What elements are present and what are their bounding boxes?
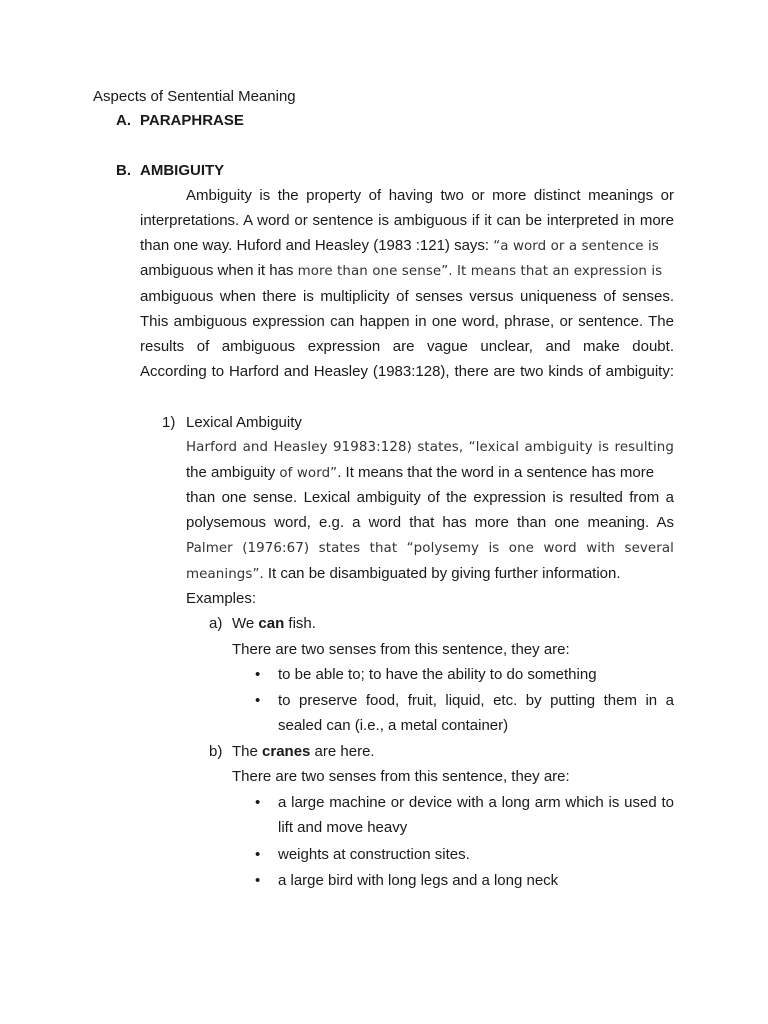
example-text: The [232,743,263,760]
example-text: fish. [284,615,316,632]
sense-item: to be able to; to have the ability to do something [278,666,597,683]
example-keyword: can [258,615,285,632]
example-keyword: cranes [262,743,311,760]
example-letter: a) [209,615,223,632]
example-sentence [232,743,375,761]
paragraph-line: This ambiguous expression can happen in one word, phrase, or sentence. The [140,313,674,330]
sense-item: weights at construction sites. [278,846,470,863]
paragraph-line [186,565,621,584]
paragraph-line [140,262,662,281]
quoted-citation: “a word or a sentence is [493,239,659,254]
example-text: are here. [310,743,375,760]
paragraph-line [186,464,654,483]
paragraph-line: According to Harford and Heasley (1983:128), there are two kinds of ambiguity: [140,363,674,380]
list-number: 1) [162,414,176,431]
paragraph-line: interpretations. A word or sentence is ambiguous if it can be interpreted in more [140,212,674,229]
paragraph-text: . It means that the word in a sentence has more [337,464,655,481]
sense-item: a large bird with long legs and a long neck [278,872,559,889]
sense-item: a large machine or device with a long arm which is used to [278,794,674,811]
examples-label: Examples: [186,590,257,607]
paragraph-line [140,237,659,256]
example-letter: b) [209,743,223,760]
quoted-citation: more than one sense”. It means that an expression is [297,264,663,279]
example-intro: There are two senses from this sentence, they are: [232,641,570,658]
bullet-icon: • [255,666,261,683]
quoted-citation: Palmer (1976:67) states that “polysemy is one word with several [186,541,674,556]
bullet-icon: • [255,794,261,811]
bullet-icon: • [255,846,261,863]
quoted-citation: Harford and Heasley 91983:128) states, “lexical ambiguity is resulting [186,440,674,455]
subsection-heading: Lexical Ambiguity [186,414,302,431]
paragraph-line: polysemous word, e.g. a word that has more than one meaning. As [186,514,674,531]
quoted-citation: meanings” [186,567,260,582]
quoted-citation: of word” [279,466,338,481]
paragraph-line: Ambiguity is the property of having two or more distinct meanings or [186,187,674,204]
sense-item-continued: sealed can (i.e., a metal container) [278,717,509,734]
document-title: Aspects of Sentential Meaning [93,88,296,105]
section-a-heading: PARAPHRASE [140,112,244,129]
example-text: We [232,615,259,632]
section-b-letter: B. [116,162,131,179]
section-b-heading: AMBIGUITY [140,162,225,179]
bullet-icon: • [255,872,261,889]
sense-item-continued: lift and move heavy [278,819,408,836]
paragraph-line: ambiguous when there is multiplicity of senses versus uniqueness of senses. [140,288,674,305]
section-a-letter: A. [116,112,131,129]
bullet-icon: • [255,692,261,709]
paragraph-line: than one sense. Lexical ambiguity of the expression is resulted from a [186,489,674,506]
paragraph-text: . It can be disambiguated by giving further information. [259,565,621,582]
paragraph-text: the ambiguity [186,464,280,481]
example-sentence [232,615,316,633]
paragraph-line: results of ambiguous expression are vague unclear, and make doubt. [140,338,674,355]
paragraph-text: ambiguous when it has [140,262,298,279]
paragraph-text: than one way. Huford and Heasley (1983 :121) says: [140,237,494,254]
sense-item: to preserve food, fruit, liquid, etc. by putting them in a [278,692,674,709]
example-intro: There are two senses from this sentence, they are: [232,768,570,785]
